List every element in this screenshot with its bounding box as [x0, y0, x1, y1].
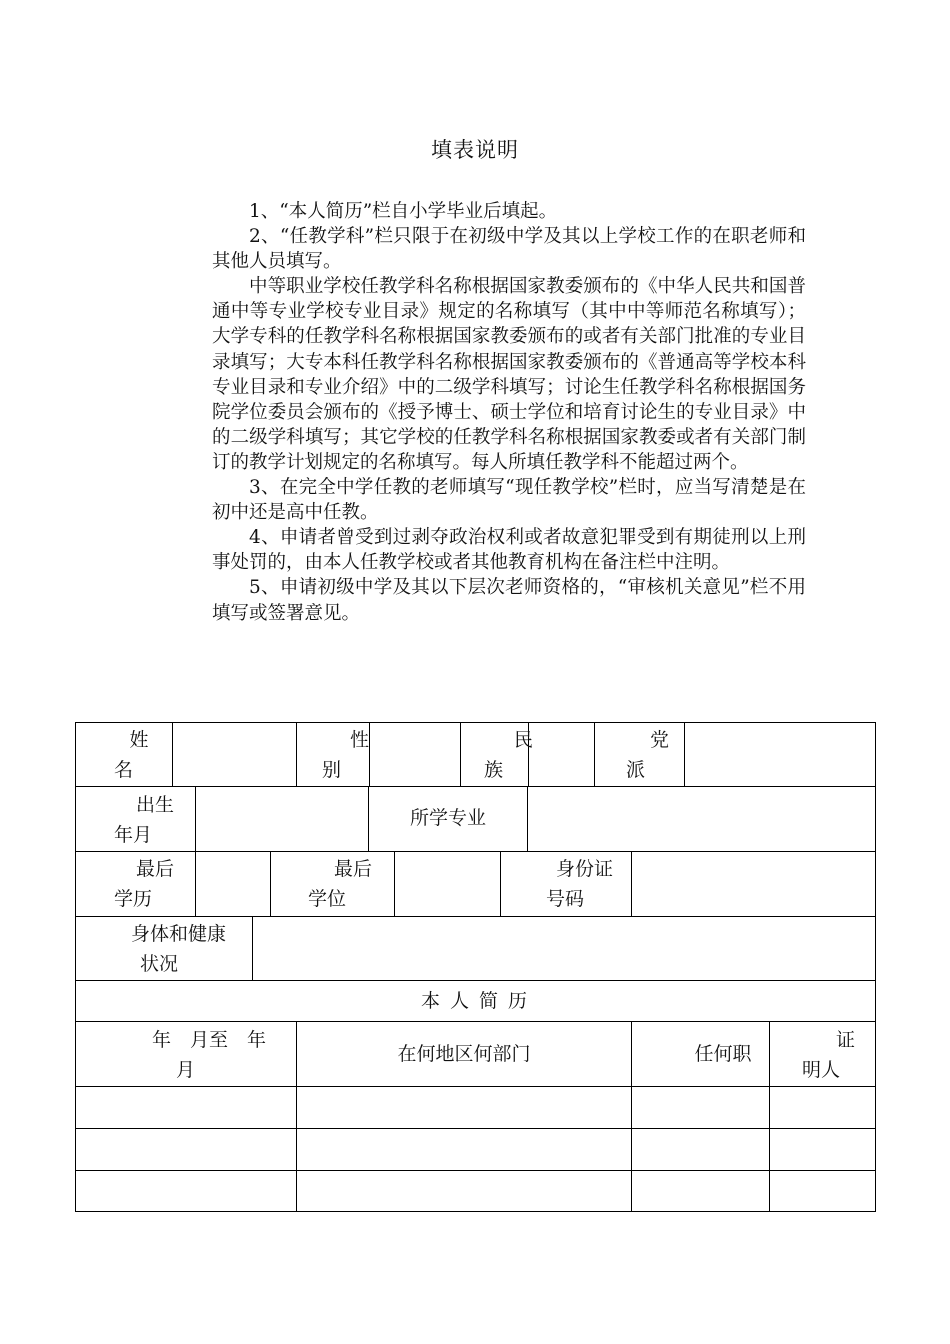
- gender-label: 性 别: [322, 729, 370, 781]
- resume-department-header: 在何地区何部门: [397, 1043, 531, 1065]
- resume-period-header: 年 月至 年 月: [152, 1029, 267, 1081]
- id-number-label: 身份证 号码: [546, 858, 614, 910]
- name-label: 姓 名: [114, 729, 149, 781]
- instruction-2: 2、“任教学科”栏只限于在初级中学及其以上学校工作的在职老师和其他人员填写。: [212, 226, 806, 273]
- instruction-1: 1、“本人简历”栏自小学毕业后填起。: [249, 201, 558, 222]
- instruction-5: 5、申请初级中学及其以下层次老师资格的，“审核机关意见”栏不用填写或签署意见。: [212, 577, 806, 624]
- major-label: 所学专业: [409, 807, 486, 829]
- page-title: 填表说明: [431, 138, 519, 162]
- instruction-3: 3、在完全中学任教的老师填写“现任教学校”栏时，应当写清楚是在初中还是高中任教。: [212, 477, 806, 524]
- resume-title: 本 人 简 历: [420, 990, 530, 1012]
- ethnicity-label: 民 族: [484, 729, 534, 781]
- education-label: 最后 学历: [114, 858, 175, 910]
- instruction-2-detail: 中等职业学校任教学科名称根据国家教委颁布的《中华人民共和国普通中等专业学校专业目录》规定的名称填写（其中中等师范名称填写）；大学专科的任教学科名称根据国家教委颁布的或者有关部门批准的专业目录填写；大专本科任教学科名称根据国家教委颁布的《普通高等学校本科专业目录和专业介绍》中的二级学科填写；讨论生任教学科名称根据国务院学位委员会颁布的《授予博士、硕士学位和培育讨论生的专业目录》中的二级学科填写；其它学校的任教学科名称根据国家教委或者有关部门制订的教学计划规定的名称填写。每人所填任教学科不能超过两个。: [212, 276, 806, 473]
- resume-position-header: 任何职: [694, 1043, 752, 1065]
- birth-label: 出生 年月: [114, 794, 175, 846]
- instruction-4: 4、申请者曾受到过剥夺政治权利或者故意犯罪受到有期徒刑以上刑事处罚的，由本人任教学校或者其他教育机构在备注栏中注明。: [212, 527, 806, 574]
- resume-witness-header: 证 明人: [802, 1029, 856, 1081]
- health-label: 身体和健康 状况: [131, 923, 227, 975]
- degree-label: 最后 学位: [308, 858, 373, 910]
- party-label: 党 派: [626, 729, 670, 781]
